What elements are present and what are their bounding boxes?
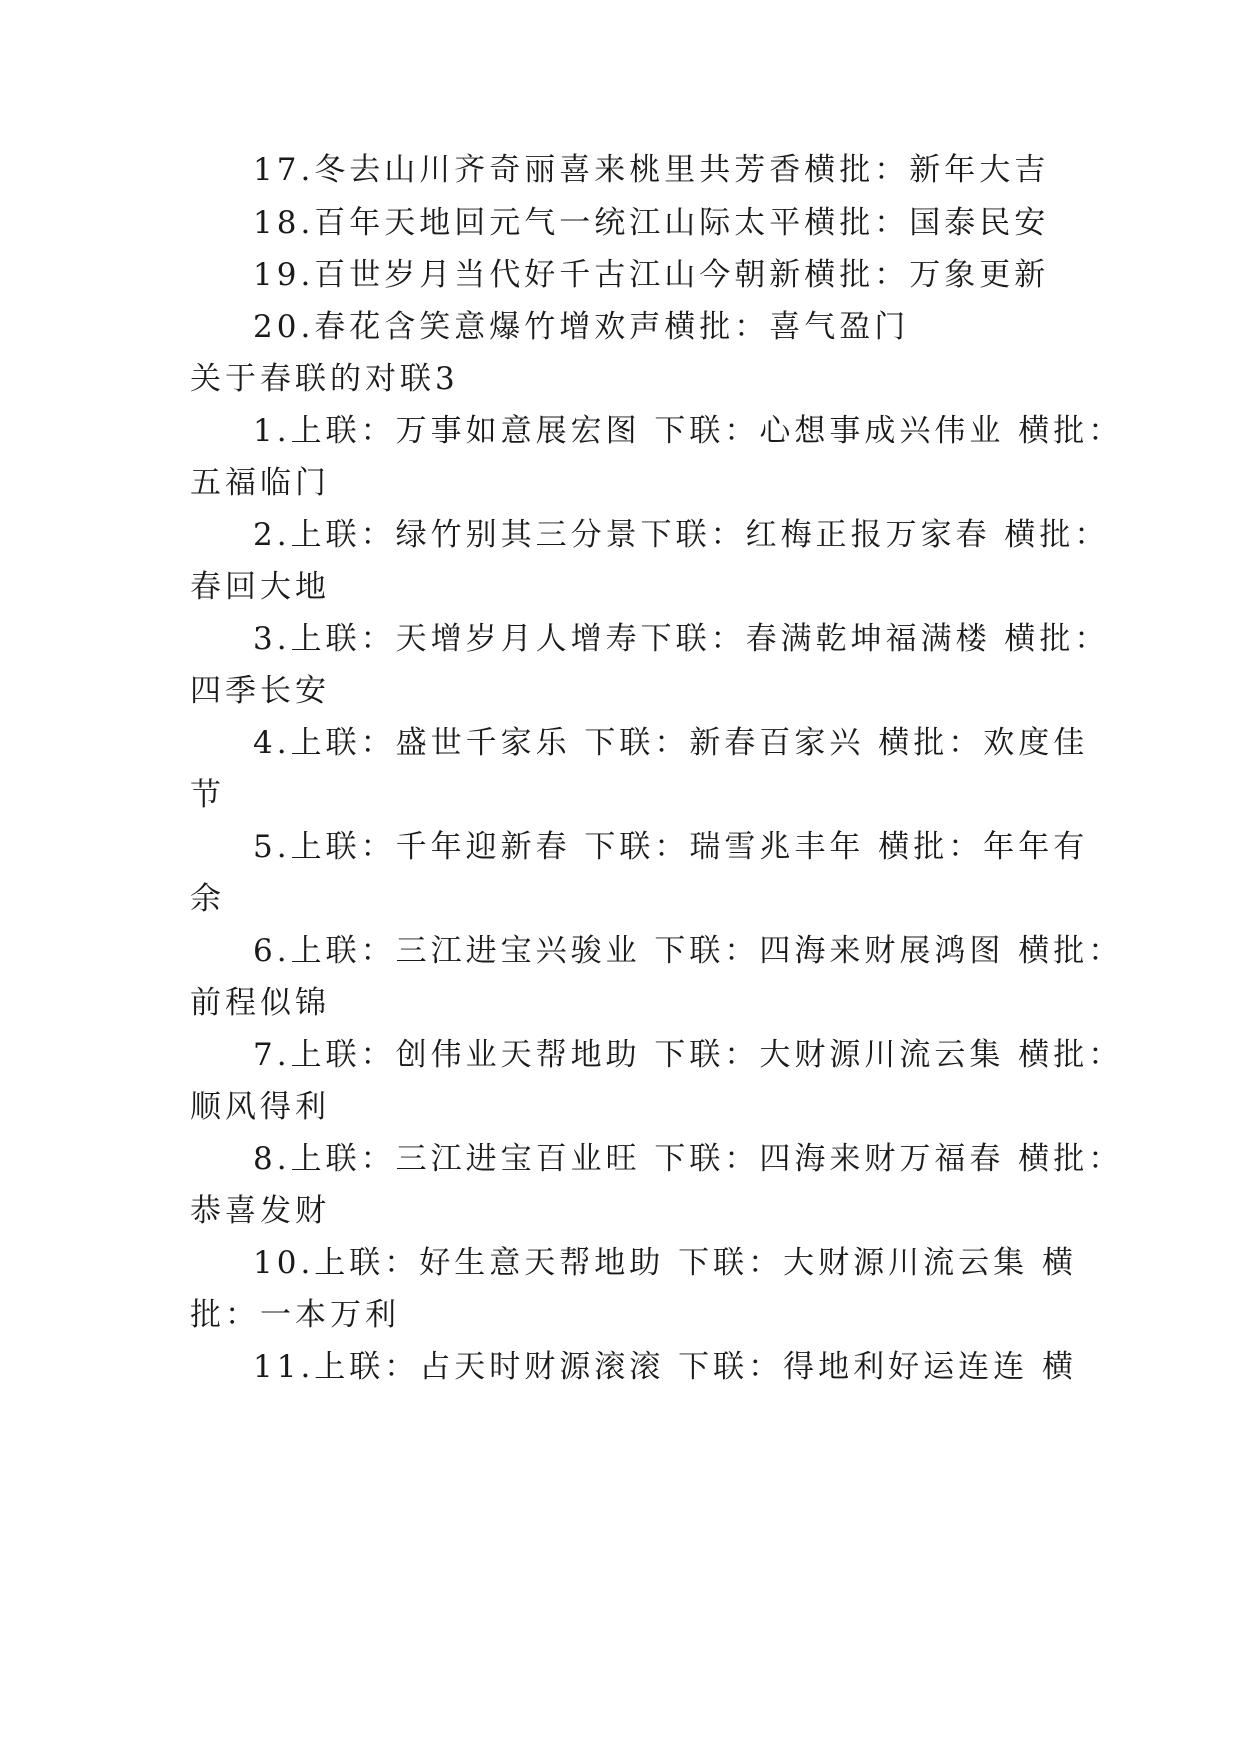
couplet-item-17: 17.冬去山川齐奇丽喜来桃里共芳香横批：新年大吉: [253, 152, 1050, 188]
couplet-8-line: 8.上联：三江进宝百业旺 下联：四海来财万福春 横批：: [253, 1141, 1124, 1177]
couplet-7-continuation: 顺风得利: [190, 1089, 330, 1125]
couplet-item-20: 20.春花含笑意爆竹增欢声横批：喜气盈门: [253, 309, 910, 345]
section-heading: 关于春联的对联3: [190, 361, 459, 397]
couplet-1-continuation: 五福临门: [190, 465, 330, 501]
couplet-1-line: 1.上联：万事如意展宏图 下联：心想事成兴伟业 横批：: [253, 413, 1124, 449]
couplet-6-continuation: 前程似锦: [190, 985, 330, 1021]
couplet-10-line: 10.上联：好生意天帮地助 下联：大财源川流云集 横: [253, 1245, 1078, 1281]
couplet-8-continuation: 恭喜发财: [190, 1193, 330, 1229]
couplet-3-line: 3.上联：天增岁月人增寿下联：春满乾坤福满楼 横批：: [253, 621, 1110, 657]
couplet-11-line: 11.上联：占天时财源滚滚 下联：得地利好运连连 横: [253, 1349, 1078, 1385]
couplet-item-18: 18.百年天地回元气一统江山际太平横批：国泰民安: [253, 205, 1050, 241]
couplet-item-19: 19.百世岁月当代好千古江山今朝新横批：万象更新: [253, 257, 1050, 293]
couplet-5-continuation: 余: [190, 881, 225, 917]
couplet-5-line: 5.上联：千年迎新春 下联：瑞雪兆丰年 横批：年年有: [253, 829, 1089, 865]
couplet-4-line: 4.上联：盛世千家乐 下联：新春百家兴 横批：欢度佳: [253, 725, 1089, 761]
couplet-3-continuation: 四季长安: [190, 673, 330, 709]
couplet-4-continuation: 节: [190, 777, 225, 813]
couplet-2-line: 2.上联：绿竹别其三分景下联：红梅正报万家春 横批：: [253, 517, 1110, 553]
couplet-10-continuation: 批：一本万利: [190, 1297, 400, 1333]
couplet-2-continuation: 春回大地: [190, 569, 330, 605]
couplet-6-line: 6.上联：三江进宝兴骏业 下联：四海来财展鸿图 横批：: [253, 933, 1124, 969]
couplet-7-line: 7.上联：创伟业天帮地助 下联：大财源川流云集 横批：: [253, 1037, 1124, 1073]
